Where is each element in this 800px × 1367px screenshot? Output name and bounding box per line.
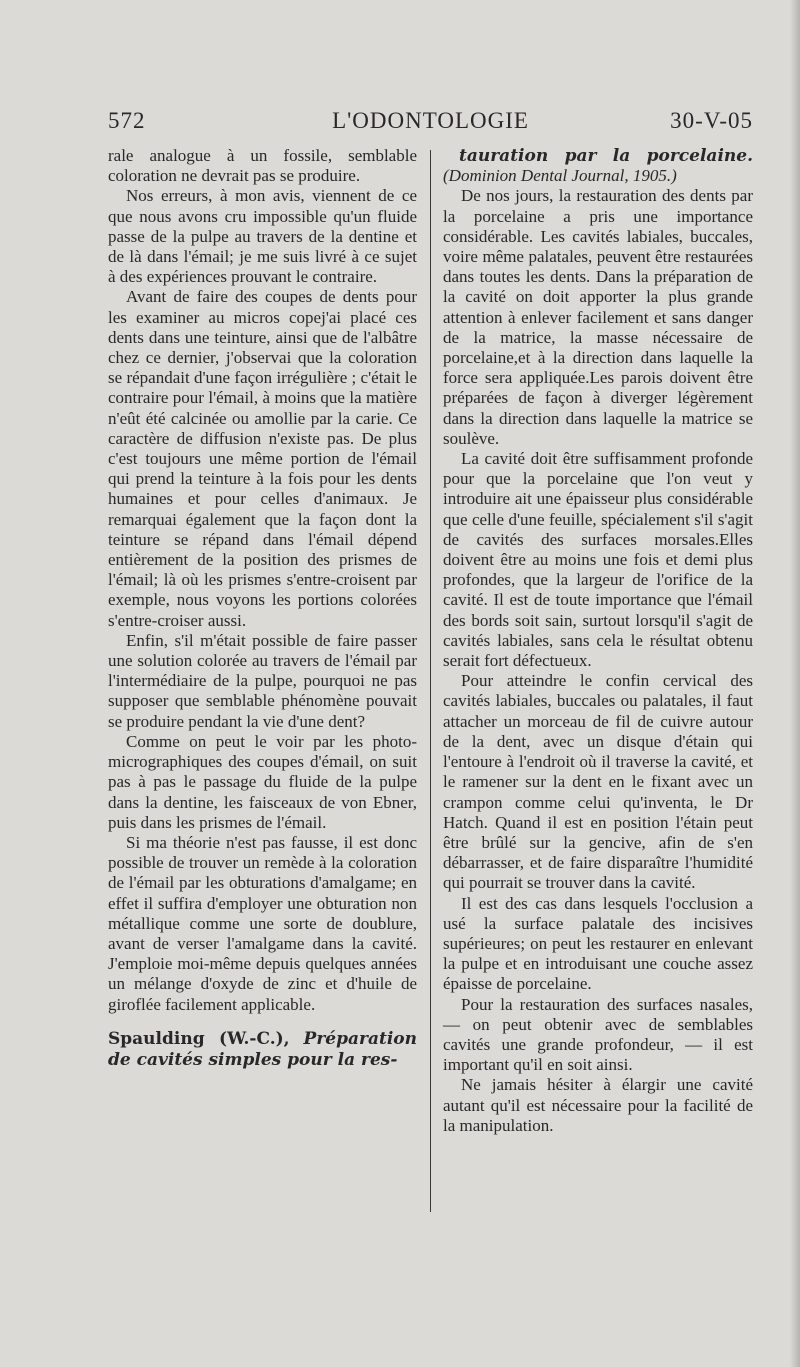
right-column [443, 146, 753, 1136]
running-header [108, 108, 753, 142]
article-title-end: tauration par la porcelaine. [459, 146, 753, 166]
running-title: L'ODONTOLOGIE [332, 108, 529, 133]
paragraph: Avant de faire des coupes de dents pour les examiner au micros copej'ai placé ces dents dans une teinture, ainsi que de l'albâtre chez ce dernier, j'observai que la coloration se répandait d'une façon irrégulière ; c'était le contraire pour l'émail, à moins que la matière n'eût été calcinée ou amollie par la carie. Ce caractère de diffusion n'existe pas. De plus c'est toujours une même portion de l'émail qui prend la teinture à la fois pour les dents humaines et pour celles d'animaux. Je remarquai également que la façon dont la teinture se répand dans l'émail dépend entièrement de la position des prismes de l'émail; là où les prismes s'entre-croisent par exemple, nous voyons les portions colorées s'entre-croiser aussi. [108, 287, 417, 630]
paragraph: Nos erreurs, à mon avis, viennent de ce que nous avons cru impossible qu'un fluide passe de la pulpe au travers de la dentine et de là dans l'émail; je me suis livré à ce sujet à des expériences prouvant le contraire. [108, 186, 417, 287]
title-continuation [443, 146, 753, 186]
left-column [108, 146, 417, 1071]
section-author: Spaulding (W.-C.), [108, 1028, 290, 1049]
article-title-start: Préparation de cavités simples pour la res- [108, 1028, 417, 1070]
paragraph: Comme on peut le voir par les photo-micrographiques des coupes d'émail, on suit pas à pas le passage du fluide de la pulpe dans la dentine, les faisceaux de von Ebner, puis dans les prismes de l'émail. [108, 731, 417, 832]
paragraph: Pour la restauration des surfaces nasales, — on peut obtenir avec de semblables cavités une grande profondeur, — il est important qu'il en soit ainsi. [443, 994, 753, 1075]
paragraph: rale analogue à un fossile, semblable coloration ne devrait pas se produire. [108, 146, 417, 186]
column-divider [430, 150, 431, 1212]
section-heading [108, 1029, 417, 1071]
paragraph: Ne jamais hésiter à élargir une cavité autant qu'il est nécessaire pour la facilité de la manipulation. [443, 1075, 753, 1135]
page-number: 572 [108, 108, 146, 133]
issue-date: 30-V-05 [670, 108, 753, 133]
paragraph: Si ma théorie n'est pas fausse, il est donc possible de trouver un remède à la coloration de l'émail par les obturations d'amalgame; en effet il suffira d'employer une obturation non métallique comme une sorte de doublure, avant de verser l'amalgame dans la cavité. J'emploie moi-même depuis quelques années un mélange d'oxyde de zinc et d'huile de giroflée facilement applicable. [108, 832, 417, 1014]
paragraph: De nos jours, la restauration des dents par la porcelaine a pris une importance considérable. Les cavités labiales, buccales, voire même palatales, peuvent être restaurées dans toutes les dents. Dans la préparation de la cavité on doit apporter la plus grande attention à enlever facilement et sans danger de la matrice, la masse nécessaire de porcelaine,et à la direction dans laquelle la force sera appliquée.Les parois doivent être préparées de façon à diverger légèrement dans la direction dans laquelle la matrice se soulève. [443, 186, 753, 448]
page-edge-shadow [790, 0, 800, 1367]
paragraph: Il est des cas dans lesquels l'occlusion a usé la surface palatale des incisives supérieures; on peut les restaurer en enlevant la pulpe et en introduisant une couche assez épaisse de porcelaine. [443, 893, 753, 994]
paragraph: Pour atteindre le confin cervical des cavités labiales, buccales ou palatales, il faut attacher un morceau de fil de cuivre autour de la dent, avec un disque d'étain qui l'entoure à l'endroit où il traverse la cavité, et le ramener sur la dent en le fixant avec un crampon comme celui qu'inventa, le Dr Hatch. Quand il est en position l'étain peut être brûlé sur la gencive, afin de s'en débarrasser, et de faire disparaître l'humidité qui pourrait se trouver dans la cavité. [443, 671, 753, 893]
paragraph: Enfin, s'il m'était possible de faire passer une solution colorée au travers de l'émail par l'intermédiaire de la pulpe, pourquoi ne pas supposer que semblable phénomène pouvait se produire pendant la vie d'une dent? [108, 630, 417, 731]
paragraph: La cavité doit être suffisamment profonde pour que la porcelaine que l'on veut y introduire ait une épaisseur plus considérable que celle d'une feuille, spécialement s'il s'agit de cavités des surfaces morsales.Elles doivent être au moins une fois et demi plus profondes, que la largeur de l'orifice de la cavité. Il est de toute importance que l'émail des bords soit sain, surtout lorsqu'il s'agit de cavités labiales, sans cela le résultat obtenu serait fort défectueux. [443, 449, 753, 671]
source-citation: (Dominion Dental Journal, 1905.) [443, 166, 677, 186]
